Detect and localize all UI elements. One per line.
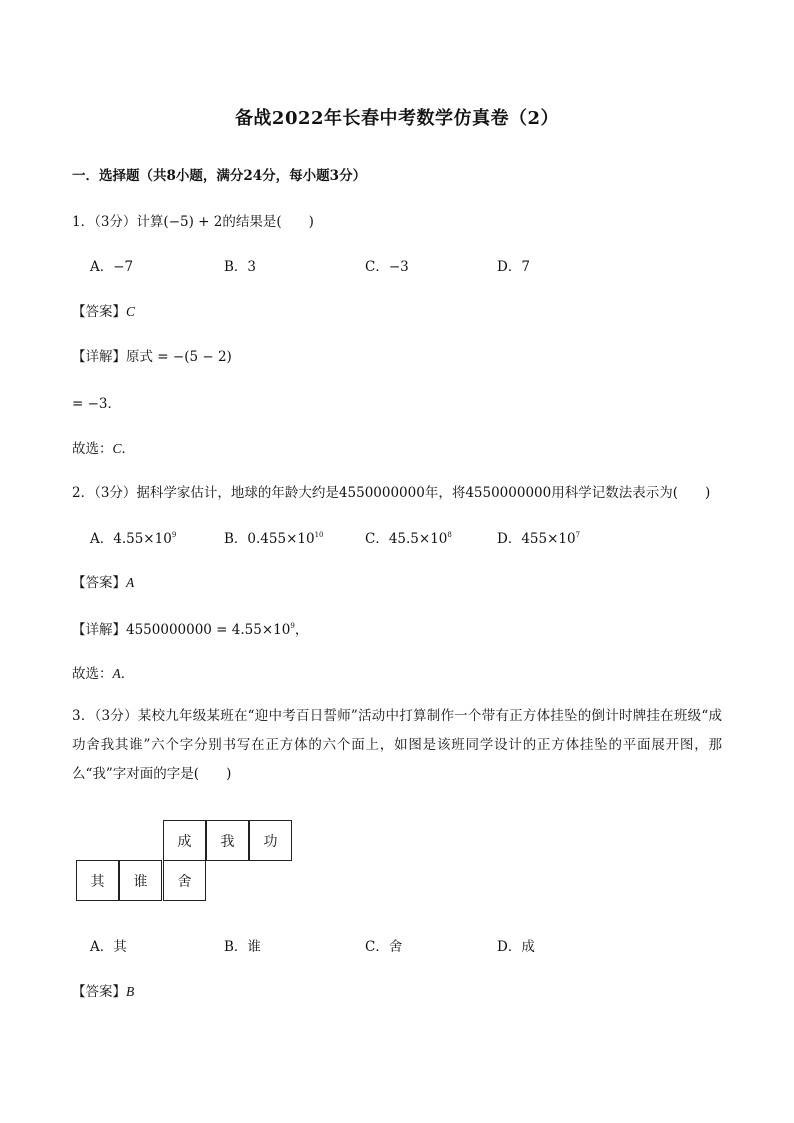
question-3-stem: 3．（3分）某校九年级某班在“迎中考百日誓师”活动中打算制作一个带有正方体挂坠的倒计时牌挂在班级“成功舍我其谁”六个字分别书写在正方体的六个面上，如图是该班同学设计的正方体挂坠的平面展开图，那么“我”字对面的字是( ) [72,708,722,782]
q1-detail [72,345,232,365]
cube-net-figure [76,820,296,906]
q1-conclusion [72,437,135,457]
q2-conclusion [72,662,134,682]
conclusion-prefix: 故选： [72,441,113,457]
net-cell-top-1: 成 [163,820,206,861]
q3-option-b: B．谁 [224,939,261,955]
q1-option-a: A．−7 [90,259,134,275]
detail-line-1: 原式 = −(5 − 2) [126,349,232,365]
page-title: 备战2022年长春中考数学仿真卷（2） [234,108,560,129]
answer-tag: 【答案】 [72,984,126,1000]
q2-option-a: A．$4.55\times 10^9$ [90,531,177,547]
net-cell-bottom-1: 其 [76,860,119,901]
net-cell-top-3: 功 [249,820,292,861]
detail-suffix: ， [294,622,309,638]
q2-detail [72,618,308,638]
q1-option-b: B．3 [224,259,257,275]
question-1-stem: 1．（3分）计算(−5) + 2的结果是( ) [72,214,314,230]
answer-value: A [126,575,135,590]
net-cell-bottom-3: 舍 [163,860,206,901]
q1-detail-line-2: = −3． [72,396,122,412]
q1-answer [72,300,135,320]
conclusion-answer: C [112,441,122,456]
conclusion-answer: A [112,666,121,681]
answer-tag: 【答案】 [72,304,126,320]
detail-tag: 【详解】 [72,349,126,365]
answer-tag: 【答案】 [72,575,126,591]
q1-option-d: D．7 [497,259,530,275]
net-cell-top-2: 我 [206,820,249,861]
conclusion-suffix: ． [120,666,135,682]
q2-option-b: B．$0.455\times 10^{10}$ [224,531,324,547]
q3-option-c: C．舍 [365,939,403,955]
detail-text: 4550000000 = 4.55×10 [126,622,291,638]
q3-answer [72,980,134,1000]
conclusion-prefix: 故选： [72,666,113,682]
q2-option-c: C．$45.5\times 10^8$ [365,531,452,547]
detail-tag: 【详解】 [72,622,126,638]
answer-value: B [126,984,135,999]
q3-option-a: A．其 [90,939,127,955]
q1-option-c: C．−3 [365,259,409,275]
net-cell-bottom-2: 谁 [119,860,162,901]
q2-option-d: D．$455\times 10^7$ [497,531,581,547]
answer-value: C [126,304,136,319]
q3-option-d: D．成 [497,939,535,955]
section-header: 一．选择题（共8小题，满分24分，每小题3分） [72,168,367,184]
q2-answer [72,571,134,591]
conclusion-suffix: ． [121,441,136,457]
question-2-stem: 2．（3分）据科学家估计，地球的年龄大约是4550000000年，将4550000000用科学记数法表示为( ) [72,485,711,501]
detail-exponent: 9 [290,622,295,630]
